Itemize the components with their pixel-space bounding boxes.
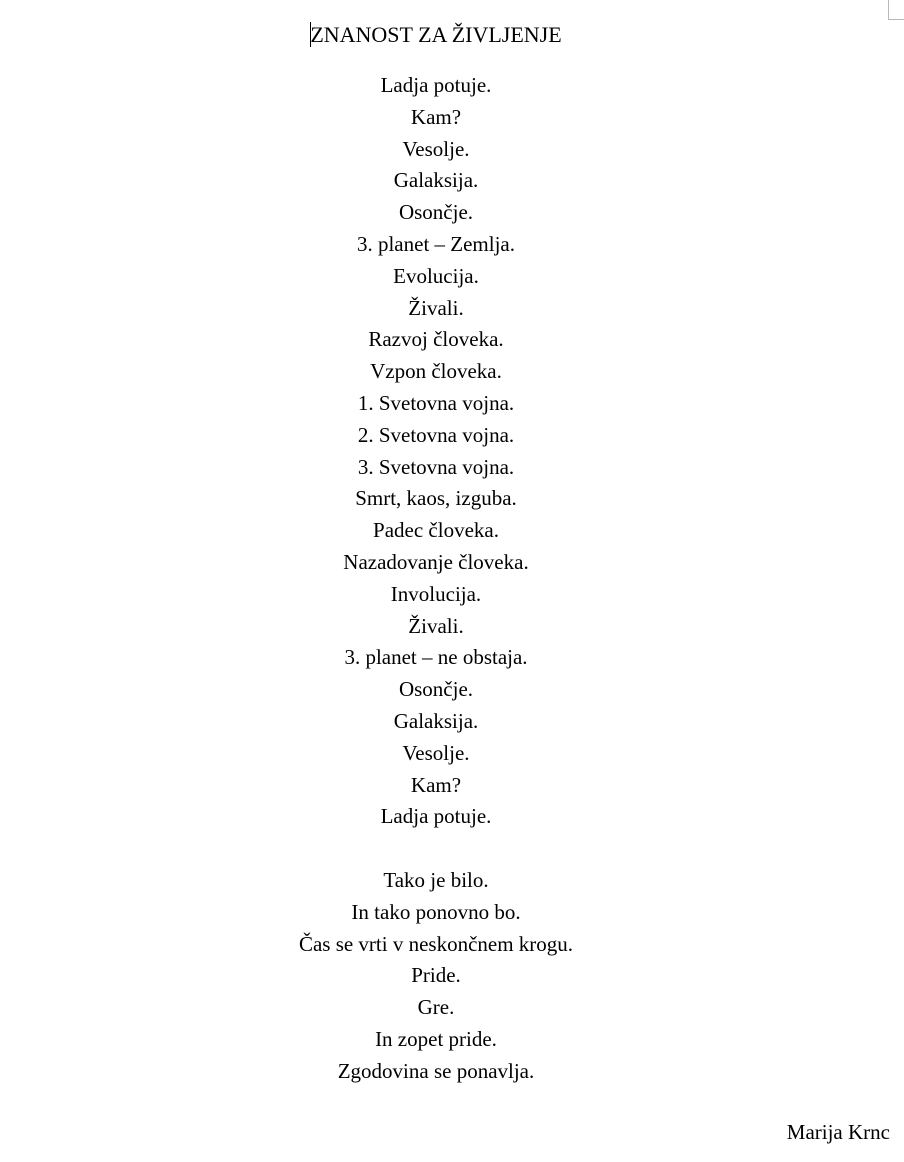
poem-line[interactable]: Evolucija. bbox=[393, 263, 479, 288]
poem-line[interactable]: Pride. bbox=[411, 963, 461, 988]
poem-line[interactable]: 2. Svetovna vojna. bbox=[357, 422, 515, 447]
poem-line[interactable]: Nazadovanje človeka. bbox=[343, 549, 529, 574]
poem-line[interactable]: Galaksija. bbox=[393, 168, 479, 193]
poem-line[interactable]: Gre. bbox=[417, 995, 455, 1020]
poem-line[interactable]: Osončje. bbox=[398, 200, 474, 225]
poem-line[interactable]: Smrt, kaos, izguba. bbox=[355, 486, 517, 511]
poem-line[interactable]: 1. Svetovna vojna. bbox=[357, 390, 515, 415]
poem-line[interactable]: Razvoj človeka. bbox=[368, 327, 504, 352]
author-name[interactable]: Marija Krnc bbox=[786, 1120, 890, 1144]
poem-line[interactable]: Živali. bbox=[408, 613, 464, 638]
page-corner-mark bbox=[888, 0, 904, 20]
poem-line[interactable]: Zgodovina se ponavlja. bbox=[337, 1058, 535, 1083]
document-title-line[interactable] bbox=[0, 20, 872, 50]
poem-line[interactable]: 3. Svetovna vojna. bbox=[357, 454, 515, 479]
poem-line[interactable]: Vzpon človeka. bbox=[370, 359, 502, 384]
poem-line[interactable]: Osončje. bbox=[398, 677, 474, 702]
poem-line[interactable]: Galaksija. bbox=[393, 708, 479, 733]
document-title[interactable]: ZNANOST ZA ŽIVLJENJE bbox=[310, 22, 562, 47]
poem-line[interactable]: Vesolje. bbox=[402, 740, 470, 765]
blank-line[interactable] bbox=[0, 833, 872, 865]
poem-line[interactable]: Vesolje. bbox=[402, 136, 470, 161]
poem-body[interactable] bbox=[0, 70, 872, 1088]
poem-line[interactable]: Padec človeka. bbox=[373, 518, 499, 543]
poem-line[interactable]: Tako je bilo. bbox=[383, 867, 489, 892]
poem-line[interactable]: Involucija. bbox=[390, 581, 482, 606]
poem-line[interactable]: 3. planet – ne obstaja. bbox=[344, 645, 528, 670]
poem-line[interactable]: Kam? bbox=[410, 104, 462, 129]
poem-line[interactable]: 3. planet – Zemlja. bbox=[356, 231, 516, 256]
poem-line[interactable]: In tako ponovno bo. bbox=[351, 899, 521, 924]
poem-line[interactable]: Živali. bbox=[408, 295, 464, 320]
poem-line[interactable]: Ladja potuje. bbox=[380, 73, 492, 97]
poem-line[interactable]: Čas se vrti v neskončnem krogu. bbox=[298, 931, 574, 956]
poem-line[interactable]: Ladja potuje. bbox=[380, 804, 492, 829]
poem-line[interactable]: In zopet pride. bbox=[375, 1026, 497, 1051]
poem-line[interactable]: Kam? bbox=[410, 772, 462, 797]
